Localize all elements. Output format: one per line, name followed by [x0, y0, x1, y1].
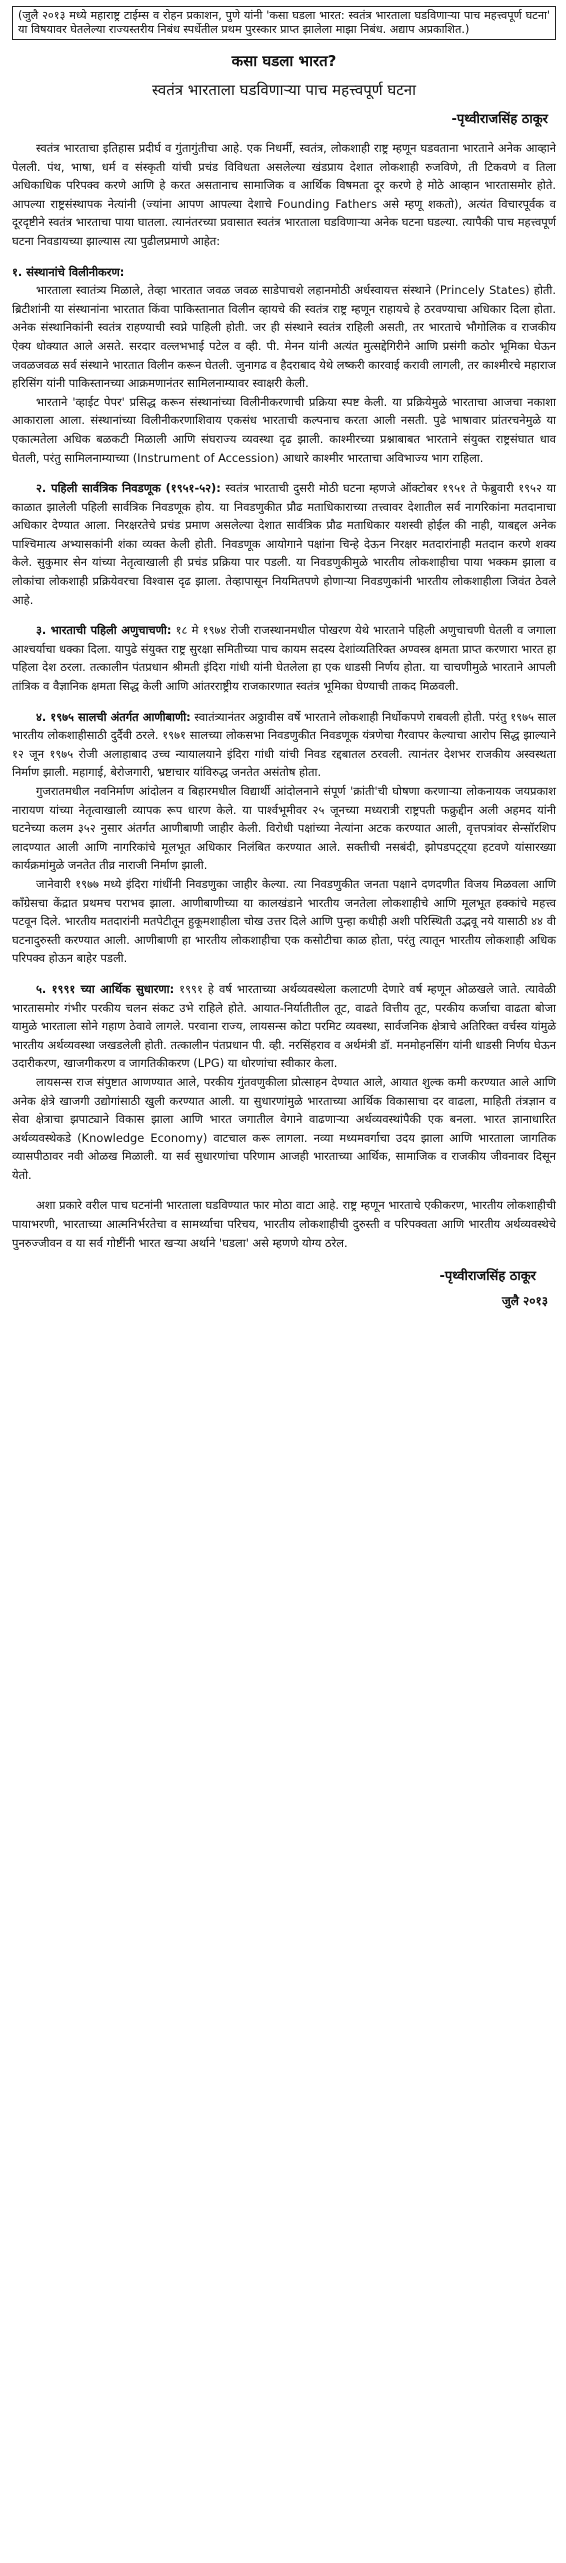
- section-heading: ४. १९७५ सालची अंतर्गत आणीबाणी:: [36, 709, 191, 724]
- section-heading: ५. १९९१ च्या आर्थिक सुधारणा:: [36, 981, 175, 996]
- essay-title: कसा घडला भारत?: [231, 52, 337, 70]
- essay-section: [12, 980, 556, 1185]
- closing-paragraph: अशा प्रकारे वरील पाच घटनांनी भारताला घडविण्यात फार मोठा वाटा आहे. राष्ट्र म्हणून भारताचे एकीकरण, भारतीय लोकशाहीची पायाभरणी, भारताच्या आत्मनिर्भरतेचा व सामर्थ्याचा परिचय, भारतीय लोकशाहीची दुरुस्ती व परिपक्वता आणि भारतीय अर्थव्यवस्थेचे पुनरुज्जीवन व या सर्व गोष्टींनी भारत खऱ्या अर्थाने 'घडला' असे म्हणणे योग्य ठरेल.: [12, 1198, 556, 1250]
- essay-section: [12, 479, 556, 609]
- section-paragraph: भारताला स्वातंत्र्य मिळाले, तेव्हा भारतात जवळ जवळ साडेपाचशे लहानमोठी अर्धस्वायत्त संस्थाने (Princely States) होती. ब्रिटीशांनी या संस्थानांना भारतात किंवा पाकिस्तानात विलीन व्हायचे की स्वतंत्र राष्ट्र म्हणून राहायचे हे ठरवण्याचा अधिकार दिला होता. अनेक संस्थानिकांनी स्वतंत्र राहण्याची स्वप्ने पाहिली होती. जर ही संस्थाने स्वतंत्र राहिली असती, तर भारताचे भौगोलिक व राजकीय ऐक्य धोक्यात आले असते. सरदार वल्लभभाई पटेल व व्ही. पी. मेनन यांनी अत्यंत मुत्सद्देगिरीने आणि प्रसंगी कठोर भूमिका घेऊन जवळजवळ सर्व संस्थाने भारतात विलीन करून घेतली. जुनागढ व हैदराबाद येथे लष्करी कारवाई करावी लागली, तर काश्मीरचे महाराज हरिसिंग यांनी पाकिस्तानच्या आक्रमणानंतर सामिलनाम्यावर स्वाक्षरी केली.: [12, 283, 556, 391]
- section-paragraph: भारताने 'व्हाईट पेपर' प्रसिद्ध करून संस्थानांच्या विलीनीकरणाची प्रक्रिया स्पष्ट केली. या प्रक्रियेमुळे भारताचा आजचा नकाशा आकाराला आला. संस्थानांच्या विलीनीकरणाशिवाय एकसंध भारताची कल्पनाच करता आली नसती. पुढे भाषावार प्रांतरचनेमुळे या एकात्मतेला अधिक बळकटी मिळाली आणि संघराज्य व्यवस्था दृढ झाली. काश्मीरच्या प्रश्नाबाबत भारताने संयुक्त राष्ट्रसंघात धाव घेतली, परंतु सामिलनाम्याच्या (Instrument of Accession) आधारे काश्मीर भारताचा अविभाज्य भाग राहिला.: [12, 394, 556, 465]
- essay-section: [12, 708, 556, 968]
- opening-paragraph: स्वतंत्र भारताचा इतिहास प्रदीर्घ व गुंतागुंतीचा आहे. एक निधर्मी, स्वतंत्र, लोकशाही राष्ट्र म्हणून घडवताना भारताने अनेक आव्हाने पेलली. पंथ, भाषा, धर्म व संस्कृती यांची प्रचंड विविधता असलेल्या खंडप्राय देशात लोकशाही रुजविणे, ती टिकवणे व तिला अधिकाधिक परिपक्व करणे आणि हे करत असतानाच सामाजिक व आर्थिक विषमता दूर करणे हे मोठे आव्हान भारतासमोर होते. आपल्या राष्ट्रसंस्थापक नेत्यांनी (ज्यांना आपण आपल्या देशाचे Founding Fathers असे म्हणू शकतो), अत्यंत विचारपूर्वक व दूरदृष्टीने स्वतंत्र भारताचा पाया घातला. त्यानंतरच्या प्रवासात स्वतंत्र भारताला घडविणाऱ्या अनेक घटना घडल्या. त्यापैकी पाच महत्त्वपूर्ण घटना निवडायच्या झाल्यास त्या पुढीलप्रमाणे आहेत:: [12, 141, 556, 248]
- section-paragraph: [12, 980, 556, 1073]
- essay-section: [12, 621, 556, 695]
- section-paragraph: [12, 621, 556, 695]
- section-text: स्वातंत्र्यानंतर अठ्ठावीस वर्षे भारताने लोकशाही निर्धोकपणे राबवली होती. परंतु १९७५ साल भारतीय लोकशाहीसाठी दुर्दैवी ठरले. १९७१ सालच्या लोकसभा निवडणुकीत निवडणूक यंत्रणेचा गैरवापर केल्याचा आरोप सिद्ध झाल्याने १२ जून १९७५ रोजी अलाहाबाद उच्च न्यायालयाने इंदिरा गांधी यांची निवड रद्दबातल ठरवली. त्यानंतर देशभर राजकीय अस्वस्थता निर्माण झाली. महागाई, बेरोजगारी, भ्रष्टाचार यांविरुद्ध जनतेत असंतोष होता.: [12, 709, 556, 780]
- essay-sections: [12, 251, 556, 1185]
- essay-date: जुलै २०१३: [501, 1294, 548, 1309]
- intro-note: (जुलै २०१३ मध्ये महाराष्ट्र टाईम्स व रोहन प्रकाशन, पुणे यांनी 'कसा घडला भारत: स्वतंत्र भारताला घडविणाऱ्या पाच महत्त्वपूर्ण घटना' या विषयावर घेतलेल्या राज्यस्तरीय निबंध स्पर्धेतील प्रथम पुरस्कार प्राप्त झालेला माझा निबंध. अद्याप अप्रकाशित.): [12, 6, 556, 40]
- section-paragraph: गुजरातमधील नवनिर्माण आंदोलन व बिहारमधील विद्यार्थी आंदोलनाने संपूर्ण 'क्रांती'ची घोषणा करणाऱ्या लोकनायक जयप्रकाश नारायण यांच्या नेतृत्वाखाली व्यापक रूप धारण केले. या पार्श्वभूमीवर २५ जूनच्या मध्यरात्री राष्ट्रपती फक्रुद्दीन अली अहमद यांनी घटनेच्या कलम ३५२ नुसार अंतर्गत आणीबाणी जाहीर केली. विरोधी पक्षांच्या नेत्यांना अटक करण्यात आली, वृत्तपत्रांवर सेन्सॉरशिप लादण्यात आली आणि नागरिकांचे मूलभूत अधिकार निलंबित करण्यात आले. सक्तीची नसबंदी, झोपडपट्ट्या हटवणे यांसारख्या कार्यक्रमांमुळे जनतेत तीव्र नाराजी निर्माण झाली.: [12, 784, 556, 873]
- section-paragraph: जानेवारी १९७७ मध्ये इंदिरा गांधींनी निवडणुका जाहीर केल्या. त्या निवडणुकीत जनता पक्षाने दणदणीत विजय मिळवला आणि काँग्रेसचा केंद्रात प्रथमच पराभव झाला. आणीबाणीच्या या कालखंडाने भारतीय जनतेला लोकशाहीचे आणि मूलभूत हक्कांचे महत्त्व पटवून दिले. भारतीय मतदारांनी मतपेटीतून हुकूमशाहीला चोख उत्तर दिले आणि पुन्हा कधीही अशी परिस्थिती उद्भवू नये यासाठी ४४ वी घटनादुरुस्ती करण्यात आली. आणीबाणी हा भारतीय लोकशाहीचा एक कसोटीचा काळ होता, परंतु त्यातून भारतीय लोकशाही अधिक परिपक्व होऊन बाहेर पडली.: [12, 876, 556, 966]
- section-text: १९९१ हे वर्ष भारताच्या अर्थव्यवस्थेला कलाटणी देणारे वर्ष म्हणून ओळखले जाते. त्यावेळी भारतासमोर गंभीर परकीय चलन संकट उभे राहिले होते. आयात-निर्यातीतील तूट, वाढते वित्तीय तूट, परकीय कर्जाचा वाढता बोजा यामुळे भारताला सोने गहाण ठेवावे लागले. परवाना राज्य, लायसन्स कोटा परमिट व्यवस्था, सार्वजनिक क्षेत्राचे अतिरिक्त वर्चस्व यांमुळे भारतीय अर्थव्यवस्था जखडलेली होती. तत्कालीन पंतप्रधान पी. व्ही. नरसिंहराव व अर्थमंत्री डॉ. मनमोहनसिंग यांनी धाडसी निर्णय घेऊन उदारीकरण, खाजगीकरण व जागतिकीकरण (LPG) या धोरणांचा स्वीकार केला.: [12, 981, 556, 1071]
- essay-subtitle: स्वतंत्र भारताला घडविणाऱ्या पाच महत्त्वपूर्ण घटना: [152, 81, 416, 99]
- section-paragraph: [12, 479, 556, 609]
- author-byline: -पृथ्वीराजसिंह ठाकूर: [451, 112, 548, 127]
- section-heading: ३. भारताची पहिली अणुचाचणी:: [36, 623, 172, 638]
- section-text: १८ मे १९७४ रोजी राजस्थानमधील पोखरण येथे भारताने पहिली अणुचाचणी घेतली व जगाला आश्चर्याचा धक्का दिला. यापुढे संयुक्त राष्ट्र सुरक्षा समितीच्या पाच कायम सदस्य देशांव्यतिरिक्त अण्वस्त्र क्षमता प्राप्त करणारा भारत हा पहिला देश ठरला. तत्कालीन पंतप्रधान श्रीमती इंदिरा गांधी यांनी घेतलेला हा एक धाडसी निर्णय होता. या चाचणीमुळे भारताने आपली तांत्रिक व वैज्ञानिक क्षमता सिद्ध केली आणि आंतरराष्ट्रीय राजकारणात स्वतंत्र भूमिका घेण्याची ताकद मिळवली.: [12, 623, 556, 694]
- section-paragraph: लायसन्स राज संपुष्टात आणण्यात आले, परकीय गुंतवणुकीला प्रोत्साहन देण्यात आले, आयात शुल्क कमी करण्यात आले आणि अनेक क्षेत्रे खाजगी उद्योगांसाठी खुली करण्यात आली. या सुधारणांमुळे भारताच्या आर्थिक विकासाचा दर वाढला, माहिती तंत्रज्ञान व सेवा क्षेत्राचा झपाट्याने विकास झाला आणि भारत जगातील वेगाने वाढणाऱ्या अर्थव्यवस्थांपैकी एक बनला. भारत ज्ञानाधारित अर्थव्यवस्थेकडे (Knowledge Economy) वाटचाल करू लागला. नव्या मध्यमवर्गाचा उदय झाला आणि भारताला जागतिक व्यासपीठावर नवी ओळख मिळाली. या सर्व सुधारणांचा परिणाम आजही भारताच्या आर्थिक, सामाजिक व राजकीय जीवनावर दिसून येतो.: [12, 1074, 556, 1182]
- section-paragraph: [12, 708, 556, 782]
- section-text: स्वतंत्र भारताची दुसरी मोठी घटना म्हणजे ऑक्टोबर १९५१ ते फेब्रुवारी १९५२ या काळात झालेली पहिली सार्वत्रिक निवडणूक होय. या निवडणुकीत प्रौढ मताधिकाराच्या तत्त्वावर देशातील सर्व नागरिकांना मतदानाचा अधिकार देण्यात आला. निरक्षरतेचे प्रचंड प्रमाण असलेल्या देशात सार्वत्रिक प्रौढ मताधिकार यशस्वी होईल की नाही, याबद्दल अनेक पाश्चिमात्य अभ्यासकांनी शंका व्यक्त केली होती. निवडणूक आयोगाने पक्षांना चिन्हे देऊन निरक्षर मतदारांनाही मतदान करणे शक्य केले. सुकुमार सेन यांच्या नेतृत्वाखाली ही प्रचंड प्रक्रिया पार पडली. या निवडणुकीमुळे भारतीय लोकशाहीचा पाया भक्कम झाला व लोकांचा लोकशाही प्रक्रियेवरचा विश्वास दृढ झाला. तेव्हापासून नियमितपणे होणाऱ्या निवडणुकांनी भारतीय लोकशाहीला जिवंत ठेवले आहे.: [12, 481, 556, 607]
- author-signature: -पृथ्वीराजसिंह ठाकूर: [439, 1269, 536, 1285]
- section-heading: १. संस्थानांचे विलीनीकरण:: [12, 264, 125, 279]
- section-heading: २. पहिली सार्वत्रिक निवडणूक (१९५१-५२):: [36, 481, 221, 496]
- essay-section: [12, 263, 556, 468]
